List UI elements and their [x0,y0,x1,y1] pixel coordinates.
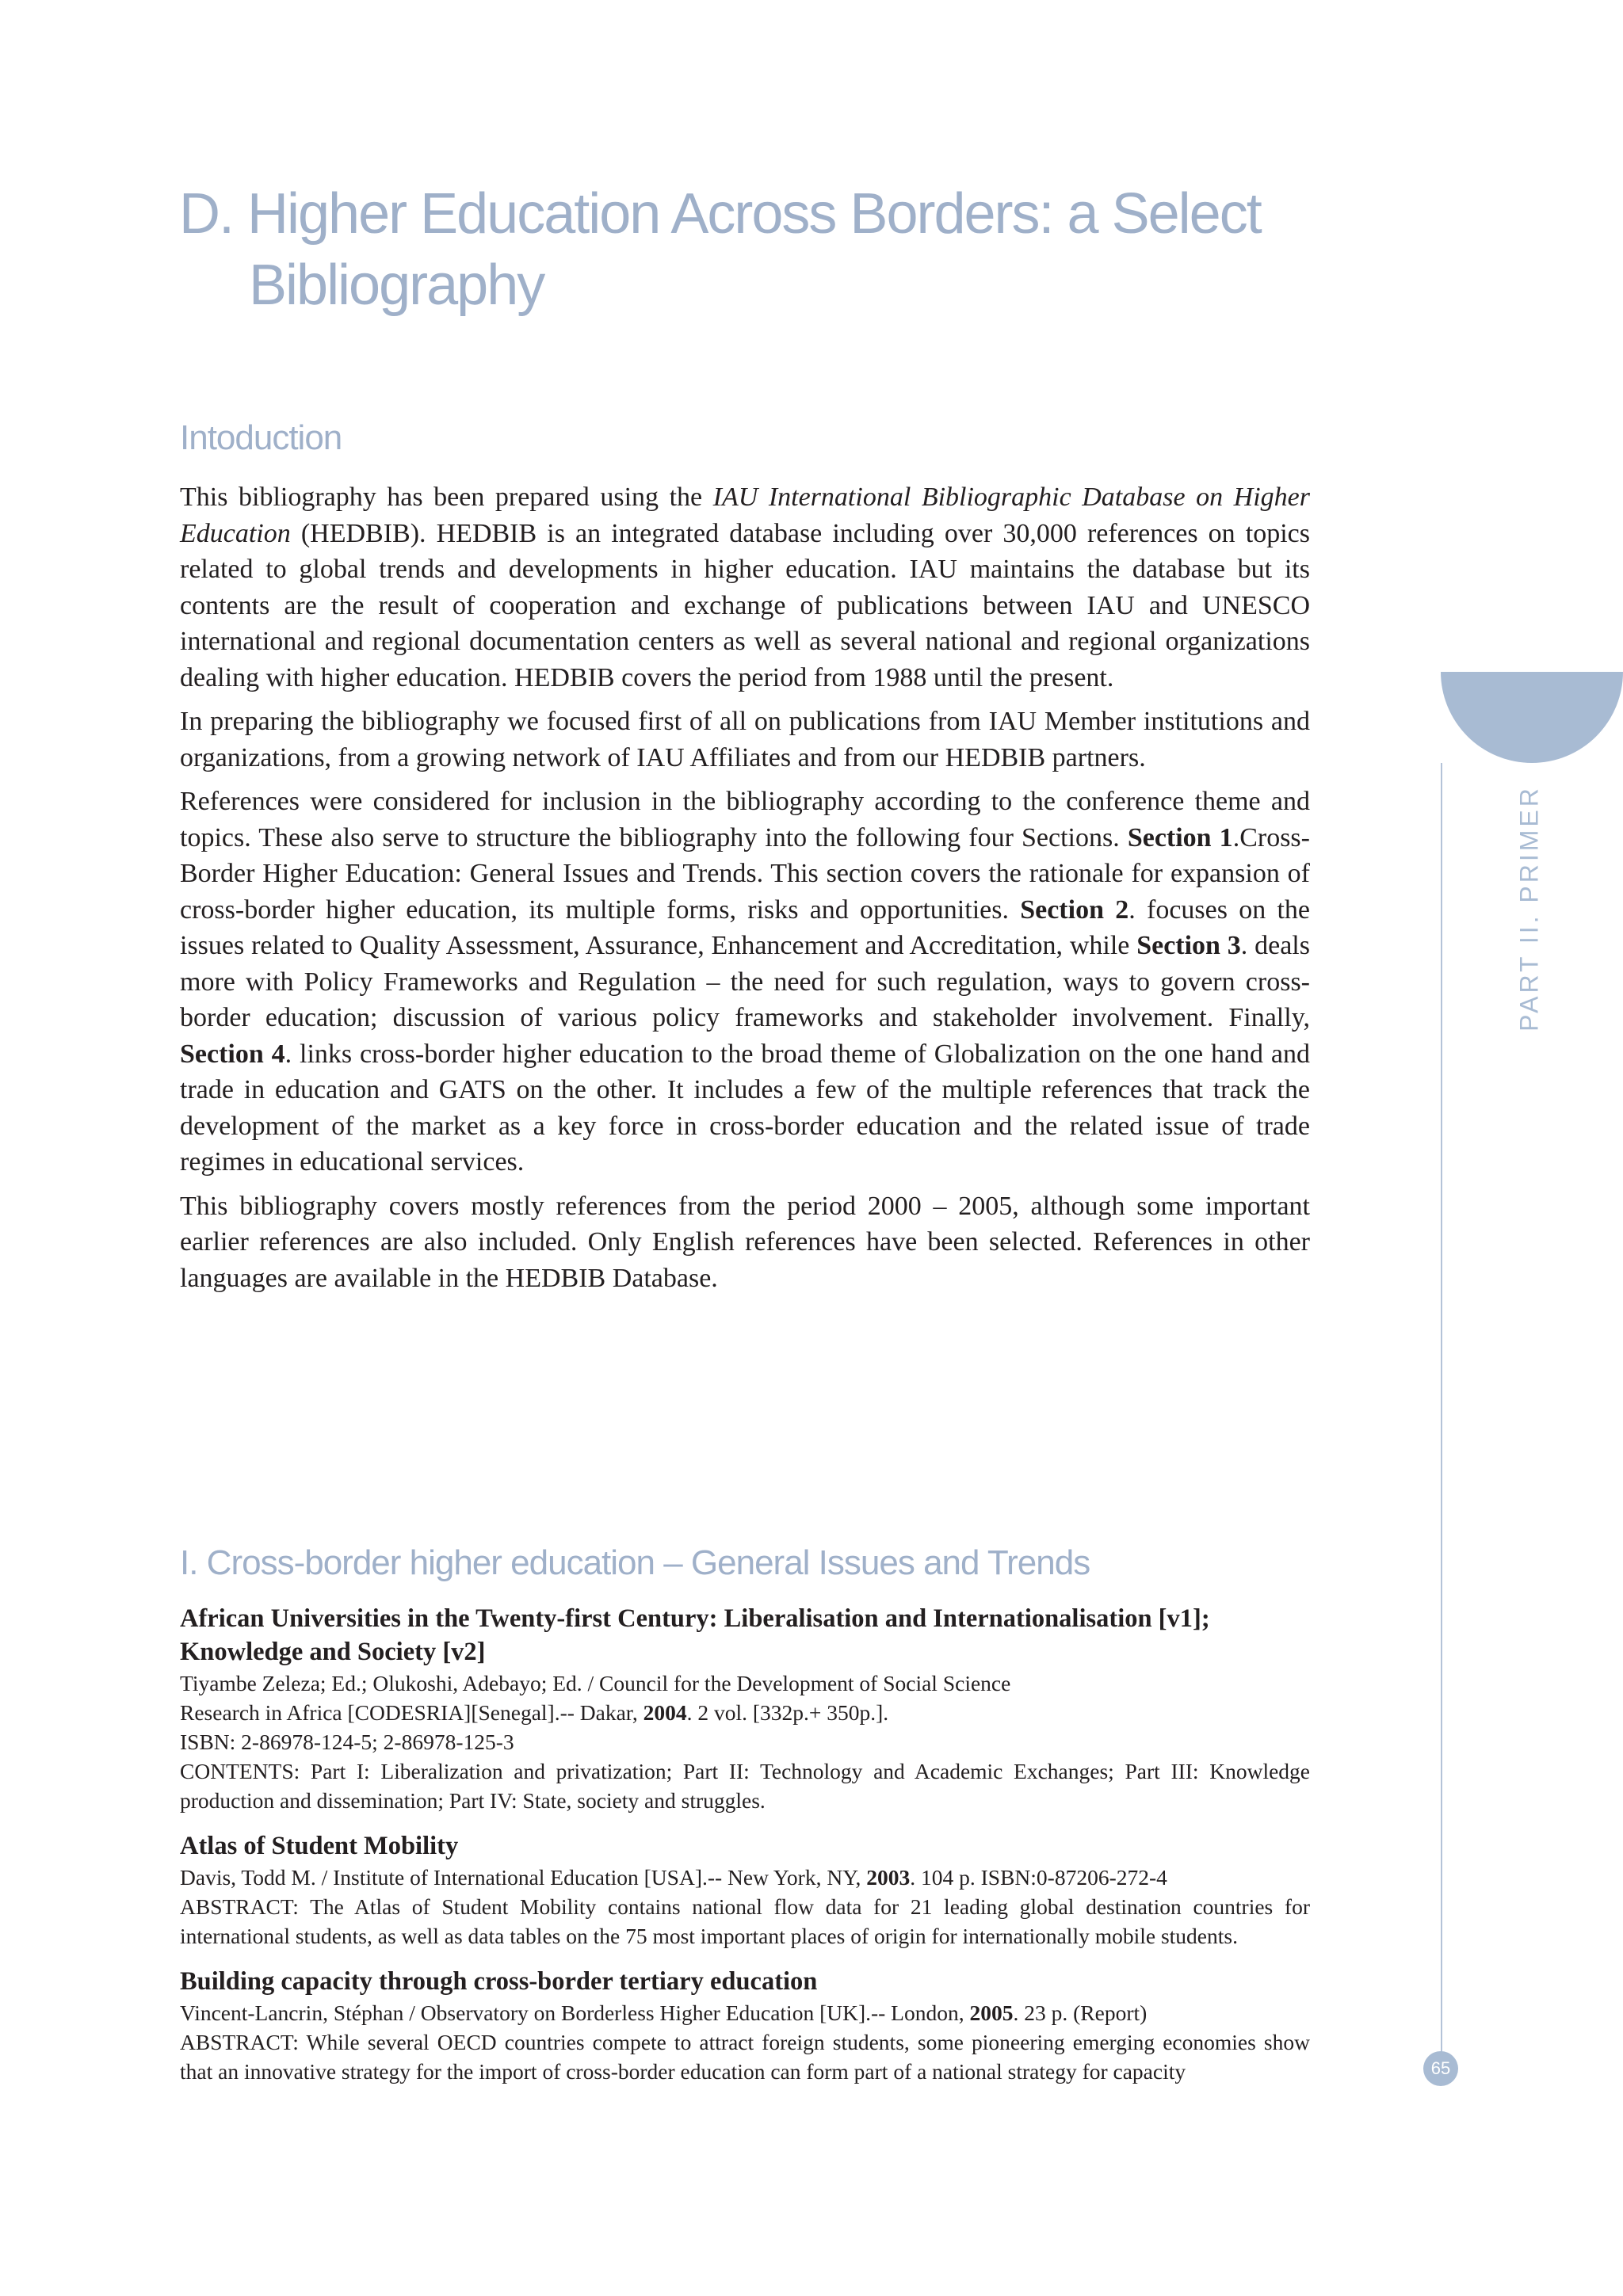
reference-publication [180,1863,1310,1892]
reference-extent: . 2 vol. [332p.+ 350p.]. [686,1700,889,1725]
reference-title: Atlas of Student Mobility [180,1832,459,1860]
intro-p1-text-a: This bibliography has been prepared using the [180,482,713,512]
introduction-body [180,479,1310,1304]
sidebar-part-label-text: PART II. PRIMER [1514,785,1544,1032]
reference-abstract: ABSTRACT: While several OECD countries compete to attract foreign students, some pioneering emerging economies show that an innovative strategy for the import of cross-border education can form part of a national strategy for capacity [180,2030,1310,2084]
reference-publication [180,1698,1310,1727]
reference-publication [180,1998,1310,2027]
reference-extent: . 104 p. ISBN:0-87206-272-4 [910,1865,1167,1890]
page-title [179,178,1289,321]
sidebar-divider-line [1441,763,1442,2069]
section-3-label: Section 3 [1136,931,1241,960]
page-number-badge: 65 [1423,2051,1458,2086]
reference-year: 2005 [969,2000,1014,2025]
intro-paragraph-4: This bibliography covers mostly references from the period 2000 – 2005, although some important earlier references are also included. Only English references have been selected. References in other languages are available in the HEDBIB Database. [180,1191,1310,1293]
intro-p3-text-a: References were considered for inclusion in the bibliography according to the conference theme and topics. These also serve to structure the bibliography into the following four Sections. [180,787,1310,852]
page-title-line-1: D. Higher Education Across Borders: a Select [179,182,1261,246]
introduction-heading: Intoduction [180,418,342,457]
section-2-label: Section 2 [1020,894,1129,925]
reference-list [180,1602,1310,2100]
intro-p3-text-b: .Cross-Border Higher Education: General Issues and Trends. This section covers the rationale for expansion of cross-border higher education, its multiple forms, risks and opportunities. [180,822,1310,925]
intro-p3-text-c: . focuses on the issues related to Quality Assessment, Assurance, Enhancement and Accreditation, while [180,894,1310,960]
reference-abstract: ABSTRACT: The Atlas of Student Mobility contains national flow data for 21 leading global destination countries for international students, as well as data tables on the 75 most important places of origin for internationally mobile students. [180,1894,1310,1948]
reference-title: Building capacity through cross-border tertiary education [180,1967,818,1996]
reference-year: 2003 [866,1865,911,1890]
reference-title: African Universities in the Twenty-first Century: Liberalisation and Internationalisation [v1]; Knowledge and Society [v2] [180,1604,1210,1666]
reference-item [180,1965,1310,2086]
section-4-label: Section 4 [180,1039,285,1069]
reference-year: 2004 [643,1700,687,1725]
intro-paragraph-2: In preparing the bibliography we focused first of all on publications from IAU Member institutions and organizations, from a growing network of IAU Affiliates and from our HEDBIB partners. [180,707,1310,772]
intro-paragraph-3 [180,784,1310,1180]
intro-paragraph-1 [180,479,1310,696]
reference-extent: . 23 p. (Report) [1013,2000,1148,2025]
reference-item [180,1602,1310,1815]
reference-authors: Tiyambe Zeleza; Ed.; Olukoshi, Adebayo; Ed. / Council for the Development of Social Science [180,1671,1011,1695]
reference-item [180,1829,1310,1951]
reference-publisher: Research in Africa [CODESRIA][Senegal].-- Dakar, [180,1700,643,1725]
page-title-line-2: Bibliography [249,254,544,317]
sidebar-tab-decoration [1441,672,1623,763]
section-1-heading: I. Cross-border higher education – General Issues and Trends [180,1543,1090,1582]
reference-isbn: ISBN: 2-86978-124-5; 2-86978-125-3 [180,1730,514,1754]
intro-p1-text-b: (HEDBIB). HEDBIB is an integrated database including over 30,000 references on topics related to global trends and developments in higher education. IAU maintains the database but its contents are the result of cooperation and exchange of publications between IAU and UNESCO international and regional documentation centers as well as several national and regional organizations dealing with higher education. HEDBIB covers the period from 1988 until the present. [180,518,1310,692]
reference-publisher: Vincent-Lancrin, Stéphan / Observatory on Borderless Higher Education [UK].-- London, [180,2000,970,2025]
reference-contents: CONTENTS: Part I: Liberalization and privatization; Part II: Technology and Academic Exchanges; Part III: Knowledge production and dissemination; Part IV: State, society and struggles. [180,1759,1310,1813]
reference-publisher: Davis, Todd M. / Institute of International Education [USA].-- New York, NY, [180,1865,867,1890]
hedbib-database-name: IAU International Bibliographic Database on Higher Education [180,482,1310,548]
intro-p3-text-d: . deals more with Policy Frameworks and Regulation – the need for such regulation, ways to govern cross-border education; discussion of various policy frameworks and stakeholder involvement. Finally, [180,931,1310,1032]
intro-p3-text-e: . links cross-border higher education to the broad theme of Globalization on the one hand and trade in education and GATS on the other. It includes a few of the multiple references that track the development of the market as a key force in cross-border education and the related issue of trade regimes in educational services. [180,1039,1310,1177]
section-1-label: Section 1 [1127,822,1233,852]
